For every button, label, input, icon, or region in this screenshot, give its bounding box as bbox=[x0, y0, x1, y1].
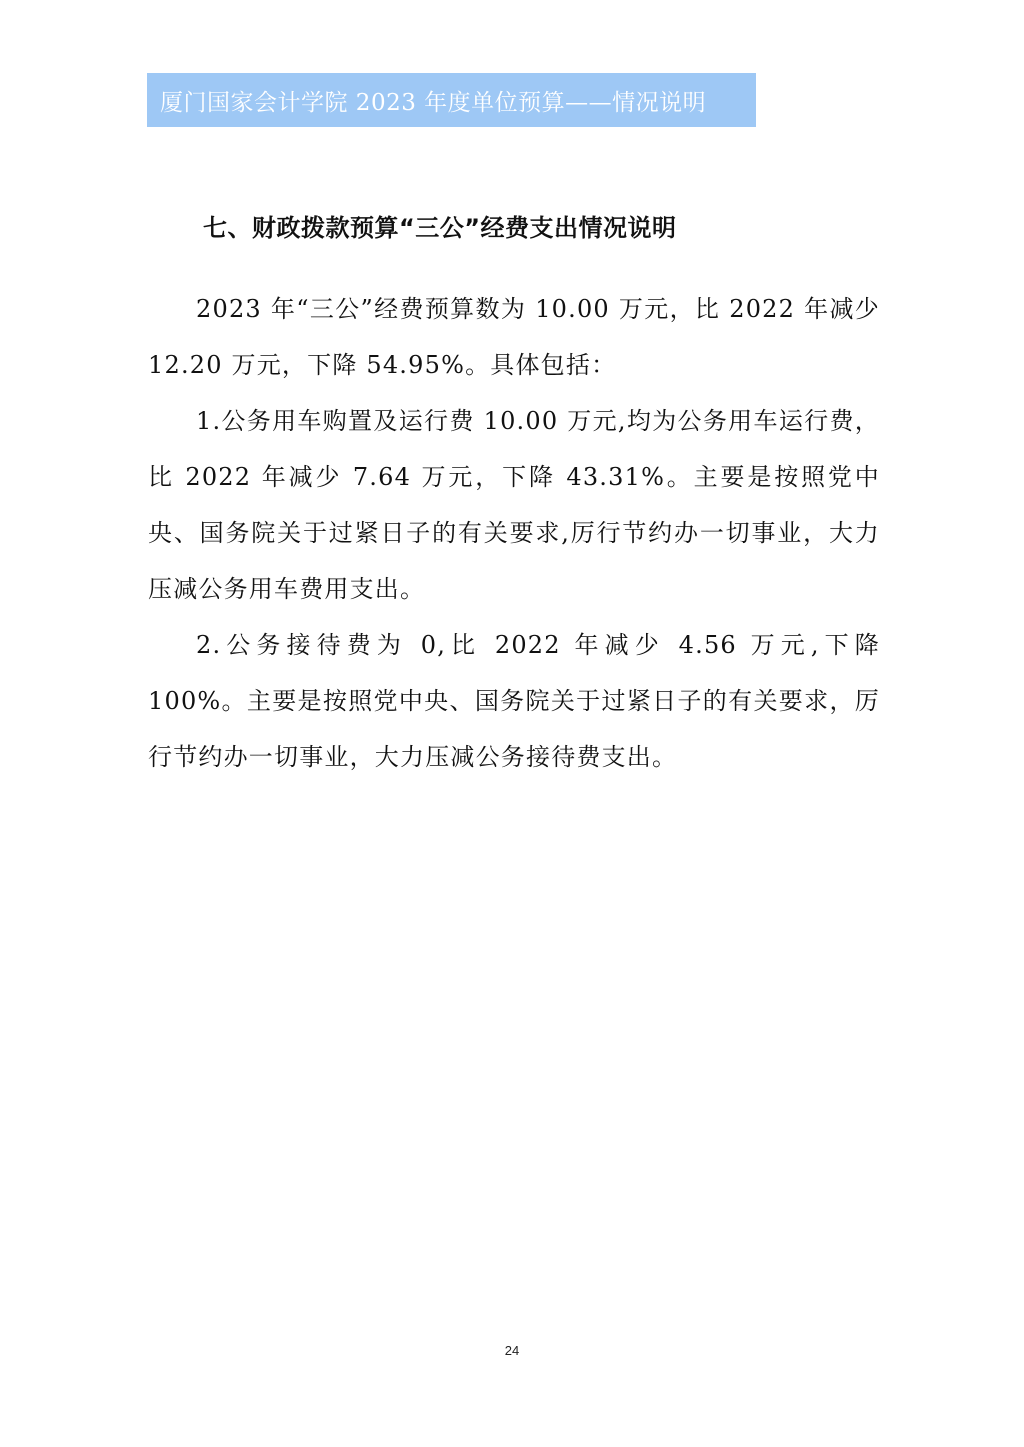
body-text bbox=[148, 281, 880, 785]
document-header-title: 厦门国家会计学院 2023 年度单位预算——情况说明 bbox=[160, 89, 707, 116]
page-number: 24 bbox=[504, 1343, 520, 1358]
paragraph-summary: 2023 年“三公”经费预算数为 10.00 万元，比 2022 年减少 12.20 万元，下降 54.95%。具体包括： bbox=[148, 295, 880, 379]
paragraph-reception-expenses: 2.公务接待费为 0,比 2022 年减少 4.56 万元,下降 100%。主要是按照党中央、国务院关于过紧日子的有关要求，厉行节约办一切事业，大力压减公务接待费支出。 bbox=[148, 631, 880, 771]
paragraph-vehicle-expenses: 1.公务用车购置及运行费 10.00 万元,均为公务用车运行费，比 2022 年减少 7.64 万元，下降 43.31%。主要是按照党中央、国务院关于过紧日子的有关要求,厉行节约办一切事业，大力压减公务用车费用支出。 bbox=[148, 407, 880, 603]
document-header-band bbox=[147, 73, 756, 127]
section-title: 七、财政拨款预算“三公”经费支出情况说明 bbox=[203, 214, 677, 242]
